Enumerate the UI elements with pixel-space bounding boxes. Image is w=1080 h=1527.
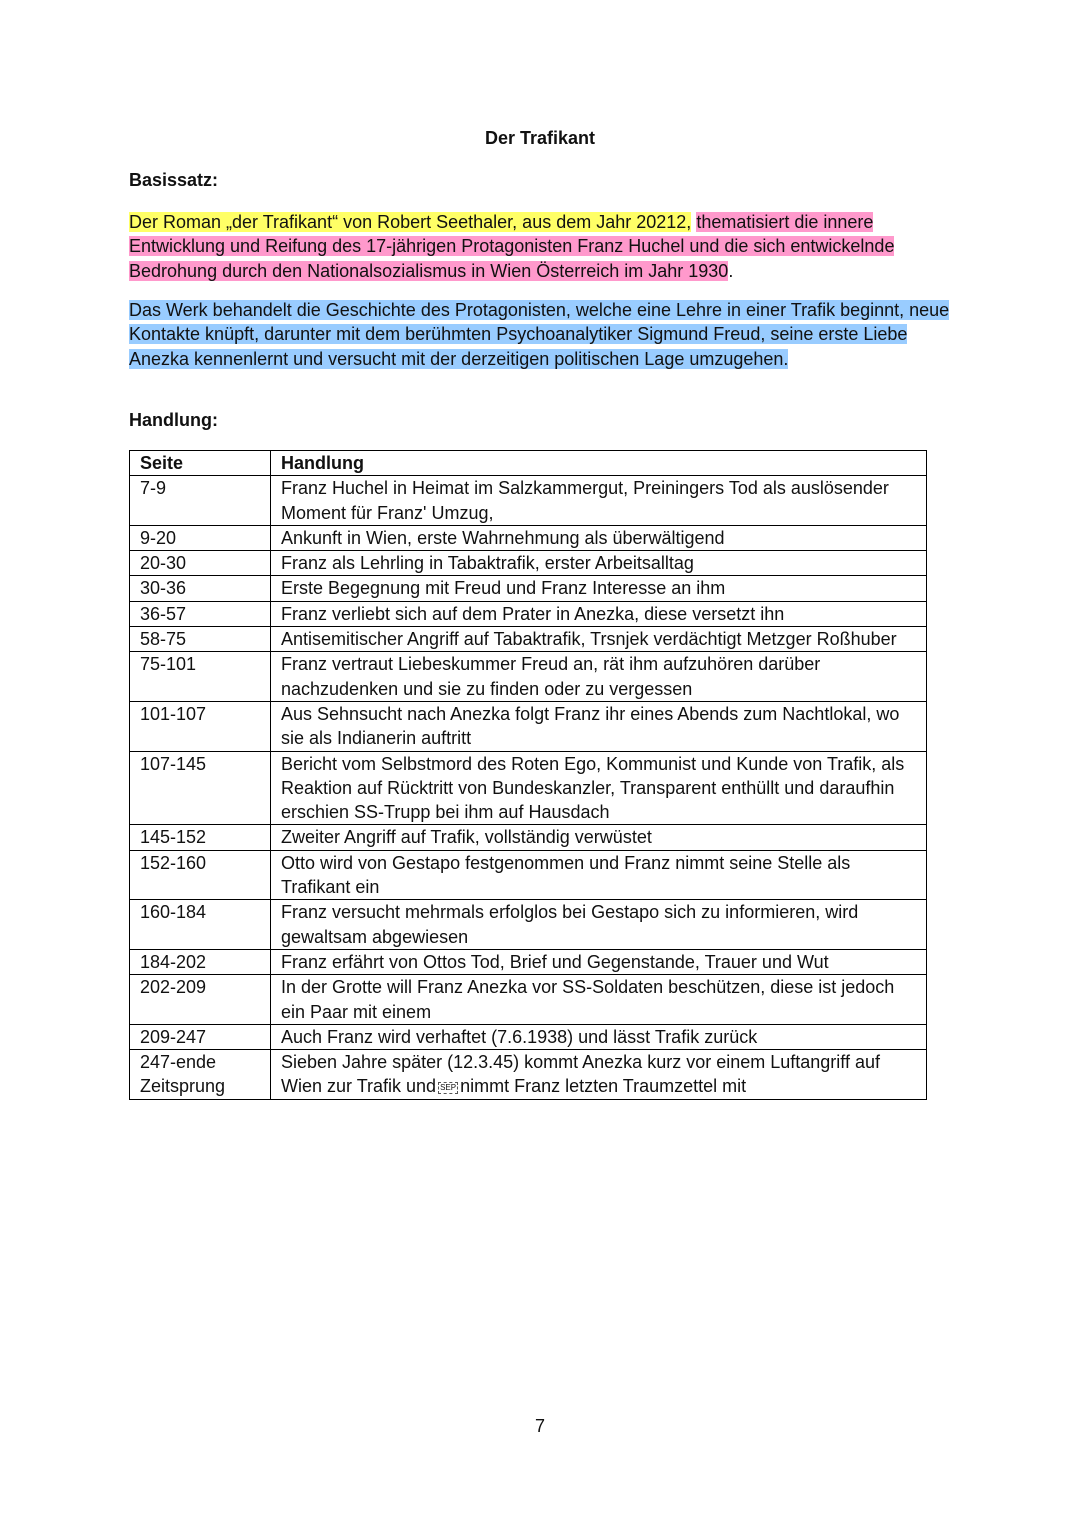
- table-body: [130, 476, 927, 1099]
- table-row: [130, 476, 927, 526]
- cell-handlung: Franz Huchel in Heimat im Salzkammergut, Preiningers Tod als auslösender Moment für Franz' Umzug,: [271, 476, 927, 526]
- table-header-row: [130, 451, 927, 476]
- cell-handlung: Bericht vom Selbstmord des Roten Ego, Kommunist und Kunde von Trafik, als Reaktion auf Rücktritt von Bundeskanzler, Transparent enthüllt und daraufhin erschien SS-Trupp bei ihm auf Hausdach: [271, 751, 927, 825]
- handlung-heading: Handlung:: [129, 410, 218, 430]
- cell-seite: 75-101: [130, 652, 271, 702]
- table-row: [130, 576, 927, 601]
- cell-seite: 160-184: [130, 900, 271, 950]
- table-row: [130, 701, 927, 751]
- summary-paragraph: [129, 298, 959, 371]
- table-row: [130, 949, 927, 974]
- table-row: [130, 825, 927, 850]
- basissatz-paragraph: [129, 210, 959, 283]
- cell-seite: 209-247: [130, 1024, 271, 1049]
- cell-handlung: [271, 1050, 927, 1100]
- highlight-pink-text: thematisiert die innere Entwicklung und Reifung des 17-jährigen Protagonisten Franz Huchel und die sich entwickelnde Bedrohung durch den Nationalsozialismus in Wien Österreich im Jahr 1930: [129, 212, 895, 281]
- cell-handlung: Franz erfährt von Ottos Tod, Brief und Gegenstande, Trauer und Wut: [271, 949, 927, 974]
- table-row: [130, 975, 927, 1025]
- cell-seite: 9-20: [130, 525, 271, 550]
- document-title: Der Trafikant: [484, 128, 596, 148]
- table-row: [130, 1024, 927, 1049]
- cell-seite: 184-202: [130, 949, 271, 974]
- cell-handlung: Antisemitischer Angriff auf Tabaktrafik, Trsnjek verdächtigt Metzger Roßhuber: [271, 627, 927, 652]
- table-row: [130, 850, 927, 900]
- table-row: [130, 551, 927, 576]
- plot-table: [129, 450, 927, 1100]
- cell-seite: 202-209: [130, 975, 271, 1025]
- cell-handlung: In der Grotte will Franz Anezka vor SS-Soldaten beschützen, diese ist jedoch ein Paar mit einem: [271, 975, 927, 1025]
- table-row: [130, 751, 927, 825]
- table-row-last: [130, 1050, 927, 1100]
- last-text-after: nimmt Franz letzten Traumzettel mit: [460, 1076, 747, 1097]
- cell-handlung: Franz verliebt sich auf dem Prater in Anezka, diese versetzt ihn: [271, 601, 927, 626]
- header-handlung: Handlung: [271, 451, 927, 476]
- seite-line-1: 247-ende: [140, 1052, 217, 1073]
- cell-seite: 101-107: [130, 701, 271, 751]
- cell-handlung: Erste Begegnung mit Freud und Franz Interesse an ihm: [271, 576, 927, 601]
- cell-handlung: Auch Franz wird verhaftet (7.6.1938) und lässt Trafik zurück: [271, 1024, 927, 1049]
- seite-line-2: Zeitsprung: [140, 1076, 226, 1097]
- basissatz-heading: Basissatz:: [129, 170, 219, 190]
- cell-handlung: Aus Sehnsucht nach Anezka folgt Franz ihr eines Abends zum Nachtlokal, wo sie als Indianerin auftritt: [271, 701, 927, 751]
- cell-seite: 145-152: [130, 825, 271, 850]
- table-row: [130, 525, 927, 550]
- cell-handlung: Franz als Lehrling in Tabaktrafik, erster Arbeitsalltag: [271, 551, 927, 576]
- cell-seite: [130, 1050, 271, 1100]
- last-text-before: Sieben Jahre später (12.3.45) kommt Anezka kurz vor einem Luftangriff auf Wien zur Trafik und: [281, 1052, 880, 1097]
- cell-seite: 107-145: [130, 751, 271, 825]
- table-row: [130, 601, 927, 626]
- cell-handlung: Zweiter Angriff auf Trafik, vollständig verwüstet: [271, 825, 927, 850]
- cell-seite: 30-36: [130, 576, 271, 601]
- cell-seite: 7-9: [130, 476, 271, 526]
- cell-handlung: Otto wird von Gestapo festgenommen und Franz nimmt seine Stelle als Trafikant ein: [271, 850, 927, 900]
- cell-handlung: Franz versucht mehrmals erfolglos bei Gestapo sich zu informieren, wird gewaltsam abgewiesen: [271, 900, 927, 950]
- sep-glyph-icon: SEP: [440, 1082, 457, 1092]
- cell-handlung: Franz vertraut Liebeskummer Freud an, rät ihm aufzuhören darüber nachzudenken und sie zu finden oder zu vergessen: [271, 652, 927, 702]
- highlight-blue-text: Das Werk behandelt die Geschichte des Protagonisten, welche eine Lehre in einer Trafik beginnt, neue Kontakte knüpft, darunter mit dem berühmten Psychoanalytiker Sigmund Freud, seine erste Liebe Anezka kennenlernt und versucht mit der derzeitigen politischen Lage umzugehen.: [129, 300, 950, 369]
- cell-seite: 152-160: [130, 850, 271, 900]
- cell-handlung: Ankunft in Wien, erste Wahrnehmung als überwältigend: [271, 525, 927, 550]
- header-seite: Seite: [130, 451, 271, 476]
- cell-seite: 36-57: [130, 601, 271, 626]
- table-row: [130, 900, 927, 950]
- page-number: 7: [534, 1416, 545, 1436]
- cell-seite: 20-30: [130, 551, 271, 576]
- table-row: [130, 652, 927, 702]
- table-row: [130, 627, 927, 652]
- highlight-yellow-text: Der Roman „der Trafikant“ von Robert Seethaler, aus dem Jahr 20212,: [129, 212, 692, 232]
- sentence-end: .: [728, 260, 734, 281]
- cell-seite: 58-75: [130, 627, 271, 652]
